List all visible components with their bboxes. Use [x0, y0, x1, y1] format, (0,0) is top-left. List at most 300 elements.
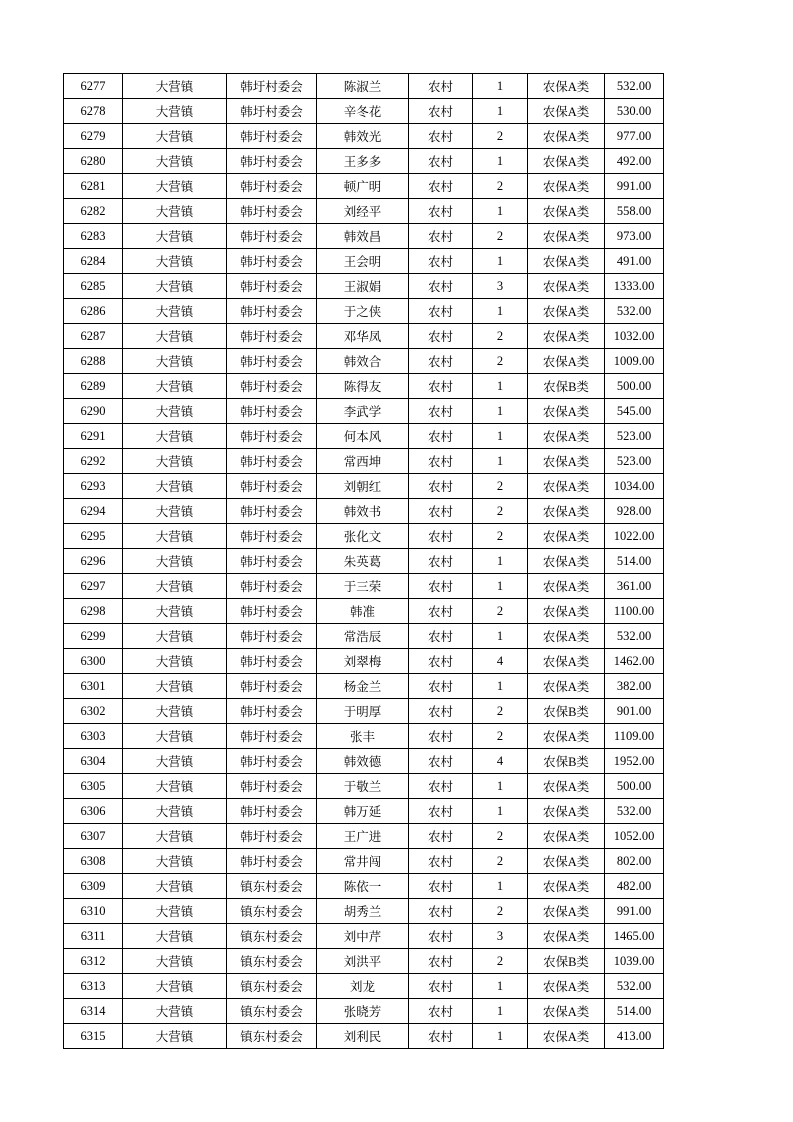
cell-insurance-category: 农保A类 — [528, 924, 605, 949]
cell-person-name: 韩效昌 — [317, 224, 409, 249]
cell-insurance-category: 农保A类 — [528, 999, 605, 1024]
table-row — [64, 524, 664, 549]
cell-person-name: 邓华凤 — [317, 324, 409, 349]
cell-town: 大营镇 — [123, 949, 227, 974]
cell-person-name: 王广进 — [317, 824, 409, 849]
cell-person-name: 张化文 — [317, 524, 409, 549]
cell-town: 大营镇 — [123, 249, 227, 274]
cell-village-committee: 韩圩村委会 — [227, 749, 317, 774]
table-row — [64, 799, 664, 824]
cell-serial-number: 6307 — [64, 824, 123, 849]
cell-person-count: 1 — [473, 624, 528, 649]
cell-insurance-category: 农保A类 — [528, 124, 605, 149]
cell-village-committee: 韩圩村委会 — [227, 374, 317, 399]
cell-person-count: 4 — [473, 749, 528, 774]
cell-amount: 1465.00 — [605, 924, 664, 949]
cell-amount: 361.00 — [605, 574, 664, 599]
cell-person-name: 韩效光 — [317, 124, 409, 149]
cell-person-count: 1 — [473, 99, 528, 124]
cell-residence-type: 农村 — [409, 124, 473, 149]
cell-amount: 532.00 — [605, 624, 664, 649]
cell-person-count: 3 — [473, 924, 528, 949]
cell-town: 大营镇 — [123, 749, 227, 774]
cell-person-name: 于敬兰 — [317, 774, 409, 799]
cell-town: 大营镇 — [123, 399, 227, 424]
cell-insurance-category: 农保A类 — [528, 499, 605, 524]
cell-serial-number: 6284 — [64, 249, 123, 274]
cell-person-count: 4 — [473, 649, 528, 674]
cell-town: 大营镇 — [123, 674, 227, 699]
cell-town: 大营镇 — [123, 299, 227, 324]
cell-person-name: 韩效德 — [317, 749, 409, 774]
cell-amount: 514.00 — [605, 999, 664, 1024]
cell-person-name: 张晓芳 — [317, 999, 409, 1024]
cell-amount: 1333.00 — [605, 274, 664, 299]
cell-amount: 482.00 — [605, 874, 664, 899]
cell-person-count: 2 — [473, 499, 528, 524]
cell-serial-number: 6315 — [64, 1024, 123, 1049]
cell-town: 大营镇 — [123, 274, 227, 299]
cell-amount: 1009.00 — [605, 349, 664, 374]
cell-person-name: 韩效书 — [317, 499, 409, 524]
cell-person-name: 顿广明 — [317, 174, 409, 199]
cell-residence-type: 农村 — [409, 924, 473, 949]
cell-insurance-category: 农保A类 — [528, 724, 605, 749]
cell-insurance-category: 农保A类 — [528, 424, 605, 449]
cell-residence-type: 农村 — [409, 624, 473, 649]
cell-town: 大营镇 — [123, 449, 227, 474]
cell-amount: 1032.00 — [605, 324, 664, 349]
cell-person-name: 韩效合 — [317, 349, 409, 374]
table-row — [64, 774, 664, 799]
cell-village-committee: 韩圩村委会 — [227, 699, 317, 724]
cell-person-name: 刘经平 — [317, 199, 409, 224]
cell-serial-number: 6311 — [64, 924, 123, 949]
cell-amount: 491.00 — [605, 249, 664, 274]
cell-serial-number: 6298 — [64, 599, 123, 624]
cell-residence-type: 农村 — [409, 949, 473, 974]
cell-amount: 1462.00 — [605, 649, 664, 674]
cell-serial-number: 6280 — [64, 149, 123, 174]
cell-residence-type: 农村 — [409, 574, 473, 599]
cell-village-committee: 镇东村委会 — [227, 874, 317, 899]
cell-town: 大营镇 — [123, 199, 227, 224]
table-row — [64, 324, 664, 349]
cell-village-committee: 韩圩村委会 — [227, 549, 317, 574]
cell-residence-type: 农村 — [409, 824, 473, 849]
cell-person-count: 2 — [473, 824, 528, 849]
cell-village-committee: 韩圩村委会 — [227, 449, 317, 474]
cell-town: 大营镇 — [123, 899, 227, 924]
cell-town: 大营镇 — [123, 99, 227, 124]
table-row — [64, 599, 664, 624]
cell-person-count: 1 — [473, 874, 528, 899]
cell-insurance-category: 农保A类 — [528, 349, 605, 374]
cell-village-committee: 韩圩村委会 — [227, 299, 317, 324]
cell-person-count: 3 — [473, 274, 528, 299]
cell-residence-type: 农村 — [409, 274, 473, 299]
cell-residence-type: 农村 — [409, 974, 473, 999]
cell-insurance-category: 农保A类 — [528, 899, 605, 924]
cell-person-count: 1 — [473, 799, 528, 824]
table-row — [64, 474, 664, 499]
cell-person-name: 杨金兰 — [317, 674, 409, 699]
cell-residence-type: 农村 — [409, 174, 473, 199]
cell-person-count: 1 — [473, 674, 528, 699]
cell-person-count: 1 — [473, 249, 528, 274]
table-row — [64, 74, 664, 99]
cell-residence-type: 农村 — [409, 249, 473, 274]
cell-residence-type: 农村 — [409, 149, 473, 174]
cell-village-committee: 韩圩村委会 — [227, 599, 317, 624]
cell-residence-type: 农村 — [409, 899, 473, 924]
cell-town: 大营镇 — [123, 624, 227, 649]
cell-village-committee: 韩圩村委会 — [227, 274, 317, 299]
cell-residence-type: 农村 — [409, 524, 473, 549]
cell-amount: 532.00 — [605, 974, 664, 999]
cell-town: 大营镇 — [123, 649, 227, 674]
cell-residence-type: 农村 — [409, 849, 473, 874]
table-row — [64, 674, 664, 699]
cell-amount: 802.00 — [605, 849, 664, 874]
cell-serial-number: 6287 — [64, 324, 123, 349]
cell-serial-number: 6310 — [64, 899, 123, 924]
cell-person-name: 刘龙 — [317, 974, 409, 999]
cell-person-count: 1 — [473, 774, 528, 799]
cell-town: 大营镇 — [123, 349, 227, 374]
cell-village-committee: 韩圩村委会 — [227, 399, 317, 424]
cell-town: 大营镇 — [123, 999, 227, 1024]
table-row — [64, 724, 664, 749]
cell-serial-number: 6297 — [64, 574, 123, 599]
cell-serial-number: 6309 — [64, 874, 123, 899]
cell-insurance-category: 农保A类 — [528, 574, 605, 599]
cell-person-count: 1 — [473, 399, 528, 424]
cell-village-committee: 镇东村委会 — [227, 999, 317, 1024]
cell-person-name: 张丰 — [317, 724, 409, 749]
cell-residence-type: 农村 — [409, 724, 473, 749]
cell-insurance-category: 农保A类 — [528, 74, 605, 99]
table-row — [64, 824, 664, 849]
cell-person-name: 刘翠梅 — [317, 649, 409, 674]
cell-serial-number: 6278 — [64, 99, 123, 124]
cell-town: 大营镇 — [123, 974, 227, 999]
cell-amount: 532.00 — [605, 74, 664, 99]
cell-residence-type: 农村 — [409, 649, 473, 674]
cell-amount: 532.00 — [605, 799, 664, 824]
table-row — [64, 899, 664, 924]
cell-village-committee: 韩圩村委会 — [227, 124, 317, 149]
cell-town: 大营镇 — [123, 824, 227, 849]
cell-amount: 1022.00 — [605, 524, 664, 549]
table-row — [64, 299, 664, 324]
table-row — [64, 274, 664, 299]
table-row — [64, 99, 664, 124]
cell-insurance-category: 农保A类 — [528, 824, 605, 849]
cell-town: 大营镇 — [123, 374, 227, 399]
table-row — [64, 949, 664, 974]
cell-residence-type: 农村 — [409, 349, 473, 374]
cell-amount: 901.00 — [605, 699, 664, 724]
cell-residence-type: 农村 — [409, 374, 473, 399]
cell-insurance-category: 农保A类 — [528, 449, 605, 474]
cell-serial-number: 6302 — [64, 699, 123, 724]
cell-person-count: 2 — [473, 524, 528, 549]
cell-amount: 928.00 — [605, 499, 664, 524]
cell-serial-number: 6296 — [64, 549, 123, 574]
cell-amount: 1034.00 — [605, 474, 664, 499]
cell-amount: 500.00 — [605, 774, 664, 799]
table-row — [64, 749, 664, 774]
cell-insurance-category: 农保A类 — [528, 549, 605, 574]
cell-town: 大营镇 — [123, 699, 227, 724]
cell-serial-number: 6286 — [64, 299, 123, 324]
cell-residence-type: 农村 — [409, 699, 473, 724]
cell-insurance-category: 农保A类 — [528, 974, 605, 999]
cell-village-committee: 韩圩村委会 — [227, 774, 317, 799]
cell-serial-number: 6313 — [64, 974, 123, 999]
cell-insurance-category: 农保A类 — [528, 274, 605, 299]
cell-amount: 545.00 — [605, 399, 664, 424]
cell-insurance-category: 农保A类 — [528, 149, 605, 174]
cell-person-name: 常西坤 — [317, 449, 409, 474]
cell-person-count: 2 — [473, 699, 528, 724]
cell-insurance-category: 农保A类 — [528, 1024, 605, 1049]
cell-insurance-category: 农保A类 — [528, 649, 605, 674]
cell-village-committee: 韩圩村委会 — [227, 799, 317, 824]
cell-town: 大营镇 — [123, 149, 227, 174]
cell-serial-number: 6291 — [64, 424, 123, 449]
cell-amount: 1052.00 — [605, 824, 664, 849]
cell-person-count: 1 — [473, 549, 528, 574]
cell-person-count: 2 — [473, 599, 528, 624]
cell-serial-number: 6283 — [64, 224, 123, 249]
cell-person-count: 1 — [473, 149, 528, 174]
cell-serial-number: 6285 — [64, 274, 123, 299]
cell-town: 大营镇 — [123, 549, 227, 574]
table-row — [64, 924, 664, 949]
cell-town: 大营镇 — [123, 1024, 227, 1049]
cell-village-committee: 韩圩村委会 — [227, 349, 317, 374]
cell-amount: 1100.00 — [605, 599, 664, 624]
cell-amount: 523.00 — [605, 449, 664, 474]
cell-person-name: 于明厚 — [317, 699, 409, 724]
cell-town: 大营镇 — [123, 474, 227, 499]
table-row — [64, 199, 664, 224]
cell-residence-type: 农村 — [409, 224, 473, 249]
cell-town: 大营镇 — [123, 774, 227, 799]
cell-residence-type: 农村 — [409, 399, 473, 424]
cell-amount: 382.00 — [605, 674, 664, 699]
cell-serial-number: 6308 — [64, 849, 123, 874]
cell-village-committee: 韩圩村委会 — [227, 474, 317, 499]
cell-person-count: 1 — [473, 999, 528, 1024]
cell-village-committee: 韩圩村委会 — [227, 74, 317, 99]
cell-amount: 500.00 — [605, 374, 664, 399]
cell-village-committee: 韩圩村委会 — [227, 624, 317, 649]
cell-person-count: 2 — [473, 949, 528, 974]
table-row — [64, 699, 664, 724]
cell-insurance-category: 农保A类 — [528, 849, 605, 874]
cell-person-name: 王会明 — [317, 249, 409, 274]
table-row — [64, 874, 664, 899]
cell-serial-number: 6279 — [64, 124, 123, 149]
beneficiary-table — [63, 73, 664, 1049]
cell-village-committee: 韩圩村委会 — [227, 849, 317, 874]
cell-person-name: 刘中芹 — [317, 924, 409, 949]
table-row — [64, 124, 664, 149]
table-row — [64, 349, 664, 374]
cell-person-name: 刘洪平 — [317, 949, 409, 974]
cell-insurance-category: 农保A类 — [528, 474, 605, 499]
cell-town: 大营镇 — [123, 849, 227, 874]
cell-amount: 1039.00 — [605, 949, 664, 974]
cell-serial-number: 6301 — [64, 674, 123, 699]
cell-amount: 523.00 — [605, 424, 664, 449]
cell-insurance-category: 农保A类 — [528, 399, 605, 424]
cell-amount: 413.00 — [605, 1024, 664, 1049]
cell-serial-number: 6314 — [64, 999, 123, 1024]
cell-person-name: 韩准 — [317, 599, 409, 624]
cell-insurance-category: 农保A类 — [528, 174, 605, 199]
cell-town: 大营镇 — [123, 124, 227, 149]
cell-town: 大营镇 — [123, 924, 227, 949]
table-row — [64, 1024, 664, 1049]
cell-residence-type: 农村 — [409, 199, 473, 224]
cell-person-count: 2 — [473, 349, 528, 374]
cell-village-committee: 韩圩村委会 — [227, 499, 317, 524]
cell-village-committee: 韩圩村委会 — [227, 174, 317, 199]
cell-insurance-category: 农保A类 — [528, 874, 605, 899]
cell-serial-number: 6288 — [64, 349, 123, 374]
cell-village-committee: 镇东村委会 — [227, 924, 317, 949]
cell-village-committee: 韩圩村委会 — [227, 324, 317, 349]
cell-serial-number: 6299 — [64, 624, 123, 649]
cell-person-count: 2 — [473, 324, 528, 349]
cell-amount: 977.00 — [605, 124, 664, 149]
cell-person-count: 2 — [473, 224, 528, 249]
cell-residence-type: 农村 — [409, 999, 473, 1024]
cell-insurance-category: 农保A类 — [528, 774, 605, 799]
cell-insurance-category: 农保B类 — [528, 949, 605, 974]
table-row — [64, 449, 664, 474]
cell-insurance-category: 农保A类 — [528, 224, 605, 249]
cell-person-count: 1 — [473, 449, 528, 474]
cell-serial-number: 6293 — [64, 474, 123, 499]
cell-person-name: 常井闯 — [317, 849, 409, 874]
table-row — [64, 174, 664, 199]
cell-town: 大营镇 — [123, 574, 227, 599]
cell-person-name: 于三荣 — [317, 574, 409, 599]
table-row — [64, 999, 664, 1024]
cell-serial-number: 6312 — [64, 949, 123, 974]
cell-residence-type: 农村 — [409, 74, 473, 99]
cell-insurance-category: 农保A类 — [528, 674, 605, 699]
cell-town: 大营镇 — [123, 499, 227, 524]
cell-person-name: 刘利民 — [317, 1024, 409, 1049]
cell-serial-number: 6289 — [64, 374, 123, 399]
cell-village-committee: 韩圩村委会 — [227, 824, 317, 849]
cell-village-committee: 镇东村委会 — [227, 949, 317, 974]
cell-town: 大营镇 — [123, 874, 227, 899]
cell-town: 大营镇 — [123, 724, 227, 749]
cell-person-count: 1 — [473, 199, 528, 224]
cell-person-count: 1 — [473, 374, 528, 399]
cell-serial-number: 6300 — [64, 649, 123, 674]
cell-residence-type: 农村 — [409, 874, 473, 899]
cell-residence-type: 农村 — [409, 774, 473, 799]
cell-village-committee: 韩圩村委会 — [227, 524, 317, 549]
cell-village-committee: 镇东村委会 — [227, 899, 317, 924]
cell-residence-type: 农村 — [409, 474, 473, 499]
cell-town: 大营镇 — [123, 224, 227, 249]
table-row — [64, 424, 664, 449]
cell-person-name: 李武学 — [317, 399, 409, 424]
cell-amount: 532.00 — [605, 299, 664, 324]
cell-person-name: 于之侠 — [317, 299, 409, 324]
cell-person-name: 王多多 — [317, 149, 409, 174]
cell-insurance-category: 农保A类 — [528, 799, 605, 824]
table-row — [64, 249, 664, 274]
table-row — [64, 574, 664, 599]
cell-village-committee: 韩圩村委会 — [227, 674, 317, 699]
cell-person-count: 2 — [473, 124, 528, 149]
cell-amount: 1109.00 — [605, 724, 664, 749]
table-row — [64, 399, 664, 424]
cell-person-count: 1 — [473, 974, 528, 999]
cell-village-committee: 韩圩村委会 — [227, 574, 317, 599]
table-row — [64, 649, 664, 674]
cell-town: 大营镇 — [123, 799, 227, 824]
cell-person-name: 韩万延 — [317, 799, 409, 824]
cell-serial-number: 6306 — [64, 799, 123, 824]
cell-residence-type: 农村 — [409, 549, 473, 574]
cell-amount: 514.00 — [605, 549, 664, 574]
cell-serial-number: 6282 — [64, 199, 123, 224]
table-row — [64, 499, 664, 524]
cell-person-name: 陈得友 — [317, 374, 409, 399]
cell-amount: 492.00 — [605, 149, 664, 174]
cell-residence-type: 农村 — [409, 674, 473, 699]
cell-person-name: 王淑娟 — [317, 274, 409, 299]
cell-residence-type: 农村 — [409, 99, 473, 124]
cell-serial-number: 6305 — [64, 774, 123, 799]
cell-residence-type: 农村 — [409, 424, 473, 449]
cell-person-count: 1 — [473, 424, 528, 449]
cell-amount: 530.00 — [605, 99, 664, 124]
cell-insurance-category: 农保A类 — [528, 249, 605, 274]
cell-residence-type: 农村 — [409, 324, 473, 349]
cell-town: 大营镇 — [123, 324, 227, 349]
cell-person-count: 1 — [473, 574, 528, 599]
cell-village-committee: 韩圩村委会 — [227, 424, 317, 449]
cell-person-name: 朱英葛 — [317, 549, 409, 574]
cell-residence-type: 农村 — [409, 449, 473, 474]
cell-serial-number: 6304 — [64, 749, 123, 774]
cell-amount: 1952.00 — [605, 749, 664, 774]
cell-person-count: 2 — [473, 899, 528, 924]
cell-insurance-category: 农保A类 — [528, 299, 605, 324]
cell-village-committee: 韩圩村委会 — [227, 199, 317, 224]
cell-village-committee: 韩圩村委会 — [227, 99, 317, 124]
cell-person-name: 陈淑兰 — [317, 74, 409, 99]
cell-amount: 991.00 — [605, 174, 664, 199]
cell-person-name: 陈依一 — [317, 874, 409, 899]
cell-village-committee: 韩圩村委会 — [227, 249, 317, 274]
cell-insurance-category: 农保A类 — [528, 524, 605, 549]
cell-residence-type: 农村 — [409, 299, 473, 324]
cell-serial-number: 6303 — [64, 724, 123, 749]
